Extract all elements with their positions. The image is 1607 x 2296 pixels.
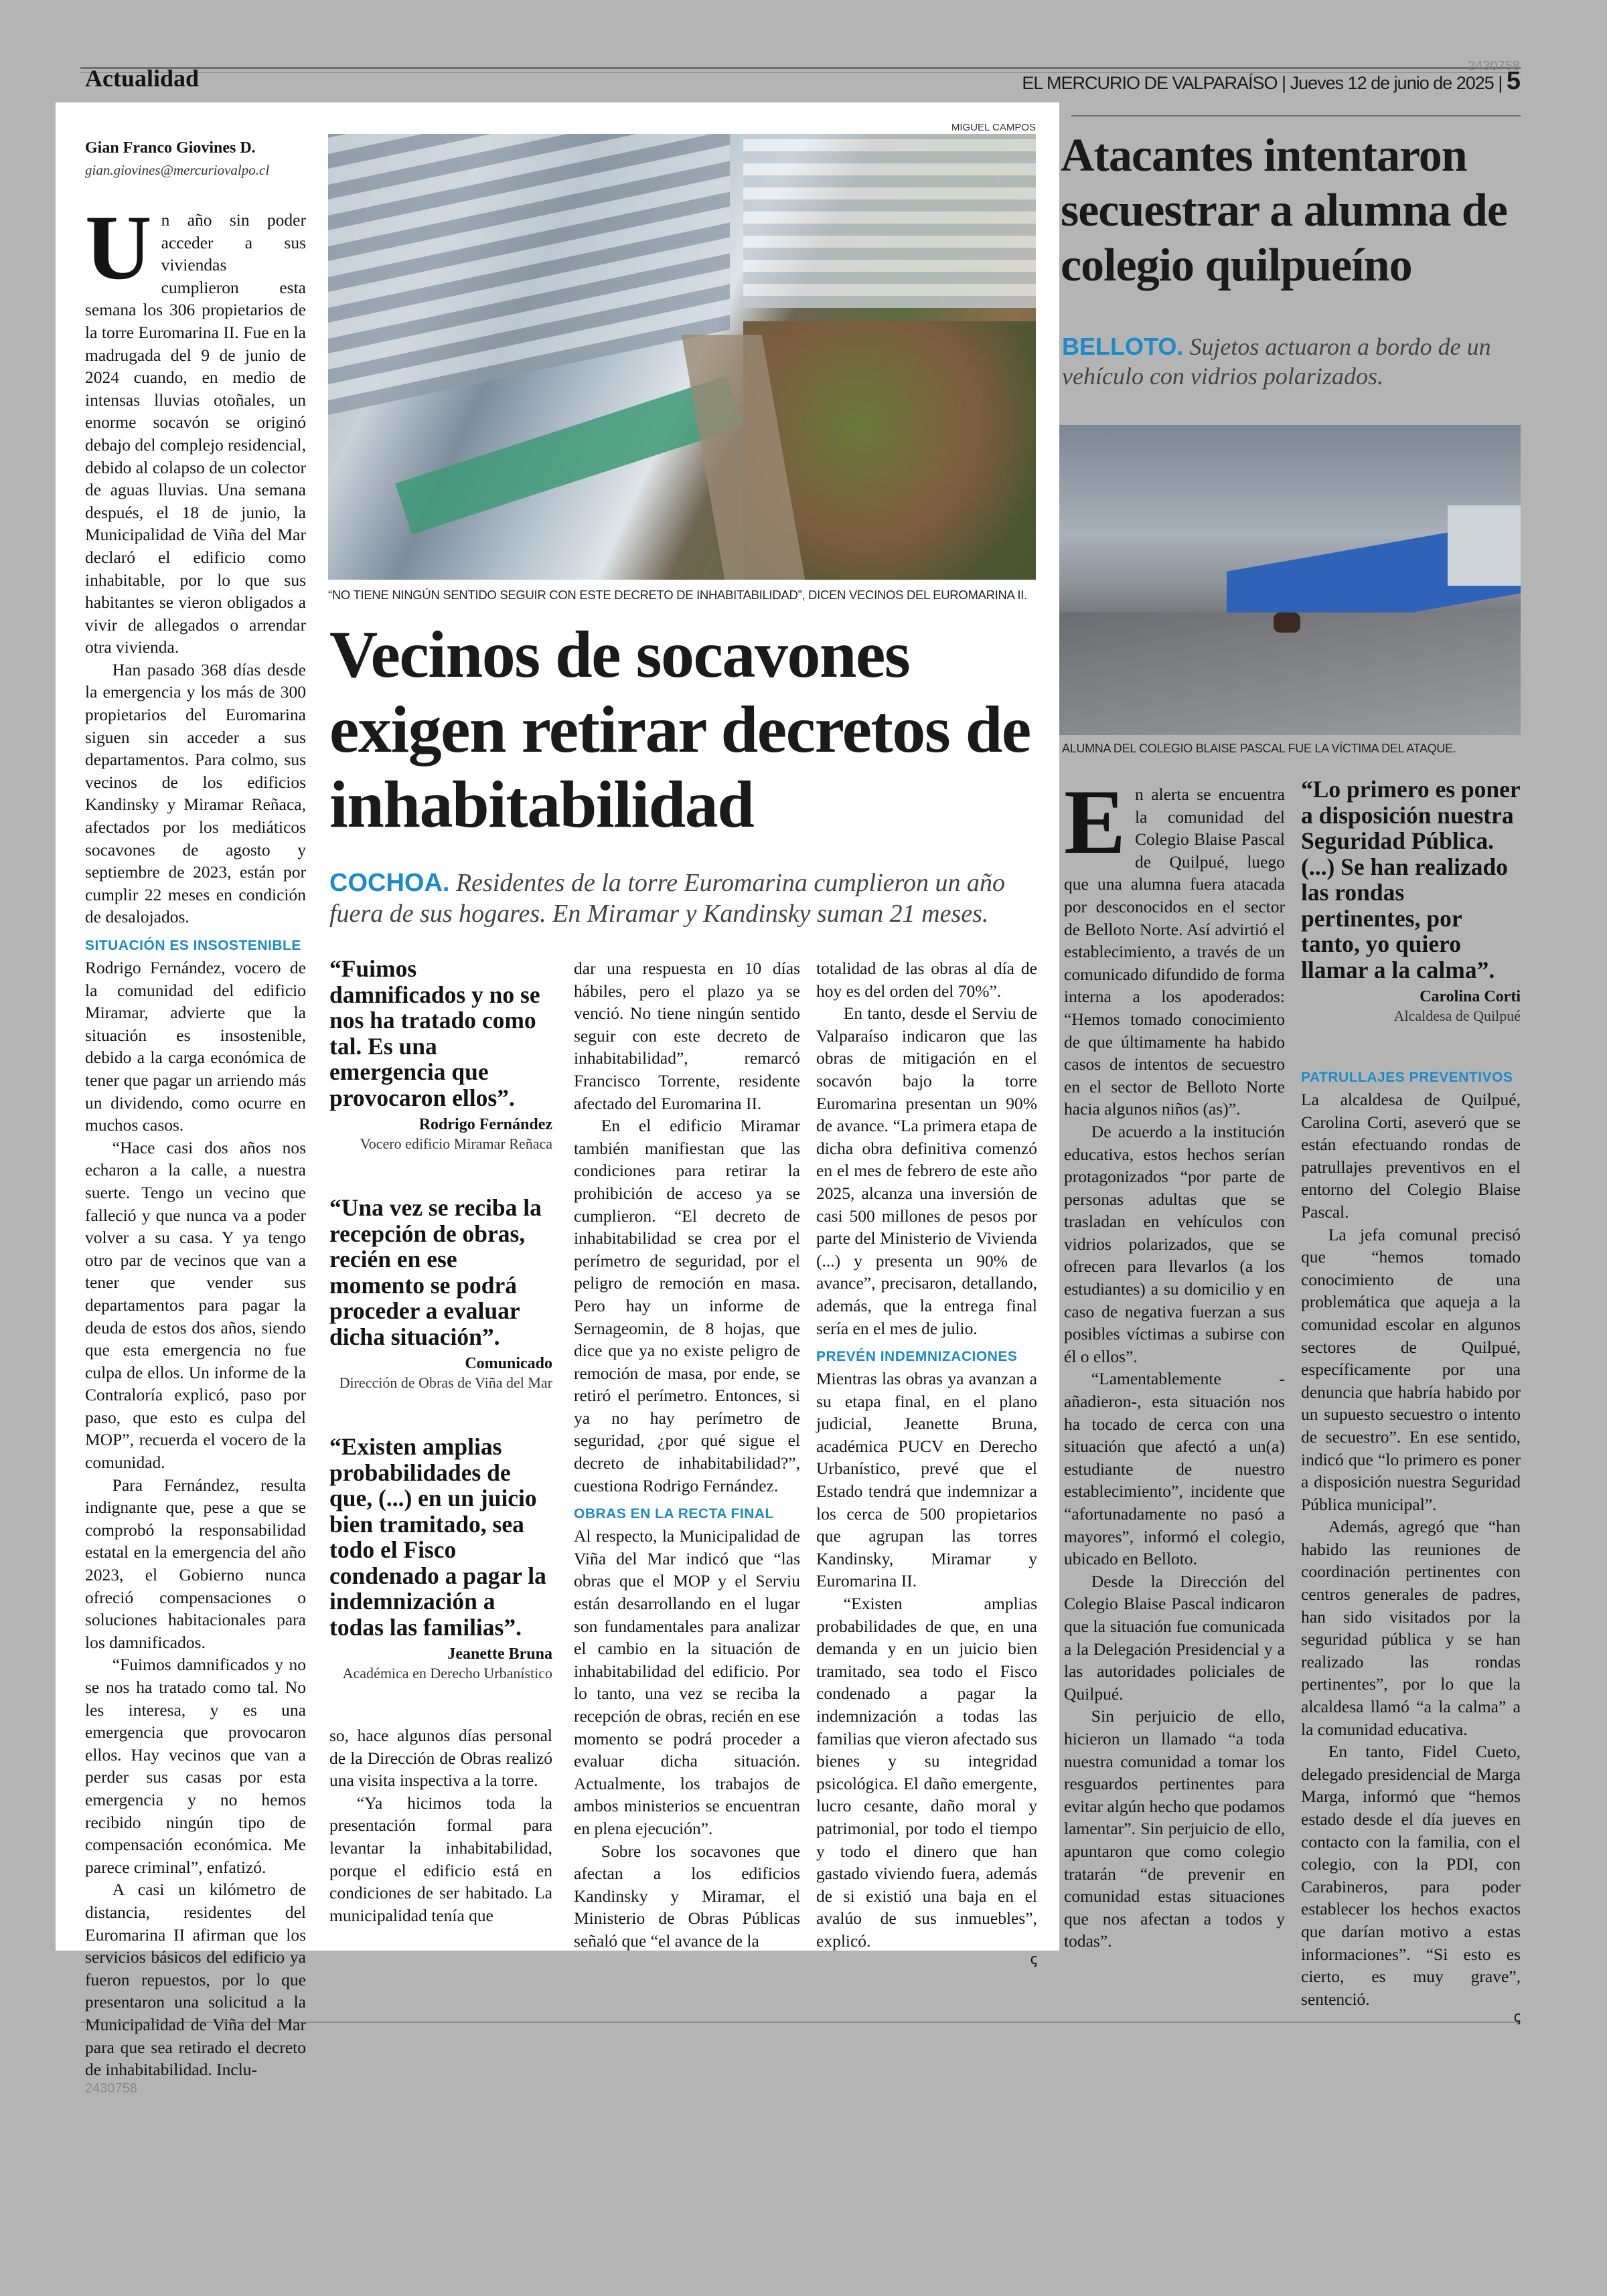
quote-author-role: Alcaldesa de Quilpué: [1393, 1007, 1521, 1024]
article-column-1: [85, 196, 306, 2096]
section-title: Actualidad: [85, 65, 200, 92]
page-number: 5: [1506, 67, 1520, 95]
body-paragraph: En tanto, Fidel Cueto, delegado presidencial de Marga Marga, informó que “hemos estado desde el día jueves en contacto con la familia, con el colegio, con la PDI, con Carabineros, para poder establecer los hechos exactos que darían motivo a estas informaciones”. “Si esto es cierto, es muy grave”, sentenció.: [1301, 1742, 1521, 2009]
secondary-deck-text: Sujetos actuaron a bordo de un vehículo con vidrios polarizados.: [1062, 333, 1491, 390]
deck-text: Residentes de la torre Euromarina cumplieron un año fuera de sus hogares. En Miramar y Kandinsky suman 21 meses.: [329, 869, 1006, 928]
pull-quote: “Una vez se reciba la recepción de obras, recién en ese momento se podrá proceder a evaluar dicha situación”.: [329, 1194, 542, 1350]
body-paragraph: Rodrigo Fernández, vocero de la comunidad del edificio Miramar, advierte que la situación es insostenible, debido a la carga económica de tener que pagar un arriendo más un dividendo, como ocurre en muchos casos.: [85, 958, 306, 1135]
school-street-photo: [1059, 425, 1521, 735]
lead-paragraph: [85, 196, 306, 659]
page-code: 2430758: [1468, 59, 1520, 74]
body-paragraph: Además, agregó que “han habido las reuniones de coordinación pertinentes con centros generales de padres, han sido visitados por la seguridad pública y se han realizado las rondas pertinentes”, por lo que la alcaldesa llamó “a la calma” a la comunidad educativa.: [1301, 1517, 1521, 1739]
lead-text: n alerta se encuentra la comunidad del Colegio Blaise Pascal de Quilpué, luego que una alumna fuera atacada por desconocidos en el sector de Belloto Norte. Así advirtió el establecimiento, a través de un comunicado difundido de forma interna a los apoderados: “Hemos tomado conocimiento de que últimamente ha habido casos de intentos de secuestro en el sector de Belloto Norte hacia algunos niños (as)”.: [1064, 785, 1285, 1119]
main-headline: Vecinos de socavones exigen retirar decretos de inhabitabilidad: [329, 617, 1030, 841]
masthead: EL MERCURIO DE VALPARAÍSO | Jueves 12 de junio de 2025 | 5: [1022, 67, 1520, 95]
body-paragraph: “Existen amplias probabilidades de que, en una demanda y en un juicio bien tramitado, sea todo el Fisco condenado a pagar la indemnización a todas las familias que vieron afectado sus bienes y su integridad psicológica. El daño emergente, lucro cesante, daño moral y patrimonial, por todo el tiempo y todo el dinero que han gastado viviendo fuera, además de si existió una baja en el avalúo de sus inmuebles”, explicó.: [816, 1594, 1037, 1951]
body-paragraph: Mientras las obras ya avanzan a su etapa final, en el plano judicial, Jeanette Bruna, académica PUCV en Derecho Urbanístico, prevé que el Estado tendrá que indemnizar a los cerca de 500 propietarios que agrupan las torres Kandinsky, Miramar y Euromarina II.: [816, 1369, 1037, 1591]
secondary-headline: Atacantes intentaron secuestrar a alumna de colegio quilpueíno: [1061, 130, 1507, 291]
lead-paragraph: [1064, 770, 1285, 1121]
header-rule-right: [1071, 115, 1521, 116]
body-paragraph: totalidad de las obras al día de hoy es del orden del 70%”.: [816, 959, 1037, 1001]
secondary-deck: [1062, 332, 1524, 391]
subheading: SITUACIÓN ES INSOSTENIBLE: [85, 938, 301, 953]
photo-credit: MIGUEL CAMPOS: [951, 122, 1036, 133]
end-mark-icon: ꞔ: [1030, 1950, 1037, 1967]
body-paragraph: so, hace algunos días personal de la Dirección de Obras realizó una visita inspectiva a la torre.: [329, 1726, 552, 1791]
body-paragraph: dar una respuesta en 10 días hábiles, pero el plazo ya se venció. No tiene ningún sentido seguir con este decreto de inhabitabilidad”, remarcó Francisco Torrente, residente afectado del Euromarina II.: [574, 959, 800, 1113]
body-paragraph: En tanto, desde el Serviu de Valparaíso indicaron que las obras de mitigación en el socavón bajo la torre Euromarina presentan un 90% de avance. “La primera etapa de dicha obra definitiva comenzó en el mes de febrero de este año 2025, alcanza una inversión de casi 500 millones de pesos por parte del Ministerio de Vivienda (...) y presenta un 90% de avance”, precisaron, detallando, además, que la entrega final sería en el mes de julio.: [816, 1003, 1037, 1338]
end-mark-icon: ꞔ: [1513, 2008, 1521, 2026]
body-paragraph: La alcaldesa de Quilpué, Carolina Corti, aseveró que se están efectuando rondas de patrullajes preventivos en el entorno del Colegio Blaise Pascal.: [1301, 1090, 1521, 1222]
secondary-column-2: [1301, 776, 1521, 2024]
quote-author: Comunicado: [465, 1355, 552, 1372]
newspaper-name: EL MERCURIO DE VALPARAÍSO: [1022, 73, 1278, 93]
subheading: PATRULLAJES PREVENTIVOS: [1301, 1070, 1513, 1085]
drop-cap: U: [85, 196, 152, 299]
body-paragraph: En el edificio Miramar también manifiestan que las condiciones para retirar la prohibición de acceso ya se cumplieron. “El decreto de inhabitabilidad se crea por el perímetro de seguridad, por el peligro de remoción en masa. Pero hay un informe de Sernageomin, de 8 hojas, que dice que ya no existe peligro de remoción de masa, por ende, se retiró el perímetro. Entonces, si ya no hay perímetro de seguridad, ¿por qué sigue el decreto de inhabitabilidad?”, cuestiona Rodrigo Fernández.: [574, 1116, 800, 1495]
pull-quote: “Existen amplias probabilidades de que, (...) en un juicio bien tramitado, sea todo el Fisco condenado a pagar la indemnización a todas las familias”.: [329, 1433, 546, 1641]
page-code: 2430758: [85, 2080, 137, 2096]
issue-date: Jueves 12 de junio de 2025: [1290, 73, 1494, 93]
body-paragraph: Para Fernández, resulta indignante que, pese a que se comprobó la responsabilidad estatal en la emergencia del año 2023, el Gobierno nunca ofreció compensaciones o soluciones habitacionales para los damnificados.: [85, 1475, 306, 1652]
lead-text: n año sin poder acceder a sus viviendas cumplieron esta semana los 306 propietarios de la torre Euromarina II. Fue en la madrugada del 9 de junio de 2024 cuando, en medio de intensas lluvias otoñales, un enorme socavón se originó debajo del complejo residencial, debido al colapso de un colector de aguas lluvias. Una semana después, el 18 de junio, la Municipalidad de Viña del Mar declaró el edificio como inhabitable, por lo que sus habitantes se vieron obligados a vivir de allegados o arrendar otra vivienda.: [85, 210, 306, 657]
drop-cap: E: [1064, 770, 1126, 873]
kicker-location: COCHOA.: [329, 869, 450, 897]
body-paragraph: A casi un kilómetro de distancia, residentes del Euromarina II afirman que los servicios básicos del edificio ya fueron repuestos, por lo que presentaron una solicitud a la Municipalidad de Viña del Mar para que sea retirado el decreto de inhabitabilidad. Inclu-: [85, 1880, 306, 2080]
body-paragraph: Desde la Dirección del Colegio Blaise Pascal indicaron que la situación fue comunicada a la Delegación Presidencial y a las autoridades policiales de Quilpué.: [1064, 1571, 1285, 1704]
body-paragraph: “Lamentablemente -añadieron-, esta situación nos ha tocado de cerca con una situación que afectó a un(a) estudiante de nuestro establecimiento”, incidente que “afortunadamente no pasó a mayores”, informó el colegio, ubicado en Belloto.: [1064, 1369, 1285, 1569]
quote-author-role: Académica en Derecho Urbanístico: [342, 1665, 552, 1682]
body-paragraph: Sobre los socavones que afectan a los edificios Kandinsky y Miramar, el Ministerio de Obras Públicas señaló que “el avance de la: [574, 1841, 800, 1951]
quote-author-role: Vocero edificio Miramar Reñaca: [360, 1135, 552, 1152]
body-paragraph: Sin perjuicio de ello, hicieron un llamado “a toda nuestra comunidad a tomar los resguardos pertinentes para evitar algún hecho que podamos lamentar”. Sin perjuicio de ello, apuntaron que como colegio tratarán “de prevenir en comunidad estas situaciones que nos afectan a todos y todas”.: [1064, 1706, 1285, 1951]
photo-caption: “NO TIENE NINGÚN SENTIDO SEGUIR CON ESTE DECRETO DE INHABITABILIDAD”, DICEN VECINOS DEL EUROMARINA II.: [328, 588, 1027, 602]
building-sinkhole-photo: [328, 134, 1036, 580]
article-column-4: [816, 957, 1037, 1966]
body-paragraph: “Hace casi dos años nos echaron a la calle, a nuestra suerte. Tengo un vecino que falleció y que nunca va a poder volver a su casa. Y ya tengo otro par de vecinos que van a tener que vender sus departamentos para pagar la deuda de estos dos años, siendo que esta emergencia no fue culpa de ellos. Un informe de la Contraloría explicó, paso por paso, que esto es culpa del MOP”, recuerda el vocero de la comunidad.: [85, 1137, 306, 1473]
author-email: gian.giovines@mercuriovalpo.cl: [85, 162, 270, 178]
byline: Gian Franco Giovines D.: [85, 139, 256, 157]
quote-author: Carolina Corti: [1420, 988, 1521, 1005]
body-paragraph: Han pasado 368 días desde la emergencia y los más de 300 propietarios del Euromarina siguen sin acceder a sus departamentos. Para colmo, sus vecinos de los edificios Kandinsky y Miramar Reñaca, afectados por los mediáticos socavones de agosto y septiembre de 2023, están por cumplir 22 meses en condición de desalojados.: [85, 659, 306, 927]
quote-author: Jeanette Bruna: [447, 1645, 552, 1663]
body-paragraph: Al respecto, la Municipalidad de Viña del Mar indicó que “las obras que el MOP y el Serviu están desarrollando en el lugar son fundamentales para analizar el cambio en la situación de inhabitabilidad del edificio. Por lo tanto, una vez se reciba la recepción de obras, recién en ese momento se podrá proceder a evaluar dicha situación. Actualmente, los trabajos de ambos ministerios se encuentran en plena ejecución”.: [574, 1526, 800, 1838]
subheading: OBRAS EN LA RECTA FINAL: [574, 1506, 774, 1522]
body-paragraph: De acuerdo a la institución educativa, estos hechos serían protagonizados “por parte de personas adultas que se trasladan en vehículos con vidrios polarizados, que se ofrecen para llevarlos (a los estudiantes) a su domicilio y en caso de negativa fuerzan a sus posibles víctimas a subirse con él o ellos”.: [1064, 1121, 1285, 1366]
subheading: PREVÉN INDEMNIZACIONES: [816, 1349, 1018, 1365]
article-column-2: [329, 956, 552, 1926]
quote-author-role: Dirección de Obras de Viña del Mar: [339, 1374, 552, 1391]
pull-quote: “Fuimos damnificados y no se nos ha tratado como tal. Es una emergencia que provocaron ellos”.: [329, 955, 540, 1111]
pull-quote: “Lo primero es poner a disposición nuestra Seguridad Pública. (...) Se han realizado las rondas pertinentes, por tanto, yo quiero llamar a la calma”.: [1301, 776, 1521, 983]
body-paragraph: “Ya hicimos toda la presentación formal para levantar la inhabitabilidad, porque el edificio está en condiciones de ser habitado. La municipalidad tenía que: [329, 1793, 552, 1925]
quote-author: Rodrigo Fernández: [418, 1116, 552, 1133]
article-column-3: [574, 957, 800, 1953]
secondary-column-1: [1064, 770, 1285, 1953]
deck: [329, 868, 1039, 929]
secondary-kicker: BELLOTO.: [1062, 333, 1184, 360]
body-paragraph: “Fuimos damnificados y no se nos ha tratado como tal. No les interesa, y es una emergencia que provocaron ellos. Hay vecinos que van a perder sus casas por esta emergencia y no hemos recibido ningún tipo de compensación económica. Me parece criminal”, enfatizó.: [85, 1655, 306, 1877]
secondary-photo-caption: ALUMNA DEL COLEGIO BLAISE PASCAL FUE LA VÍCTIMA DEL ATAQUE.: [1062, 742, 1456, 755]
body-paragraph: La jefa comunal precisó que “hemos tomado conocimiento de una problemática que aqueja a la comunidad escolar en algunos sectores de Quilpué, específicamente por una denuncia que habría habido por un supuesto secuestro o intento de secuestro”. En ese sentido, indicó que “lo primero es poner a disposición nuestra Seguridad Pública municipal”.: [1301, 1224, 1521, 1514]
